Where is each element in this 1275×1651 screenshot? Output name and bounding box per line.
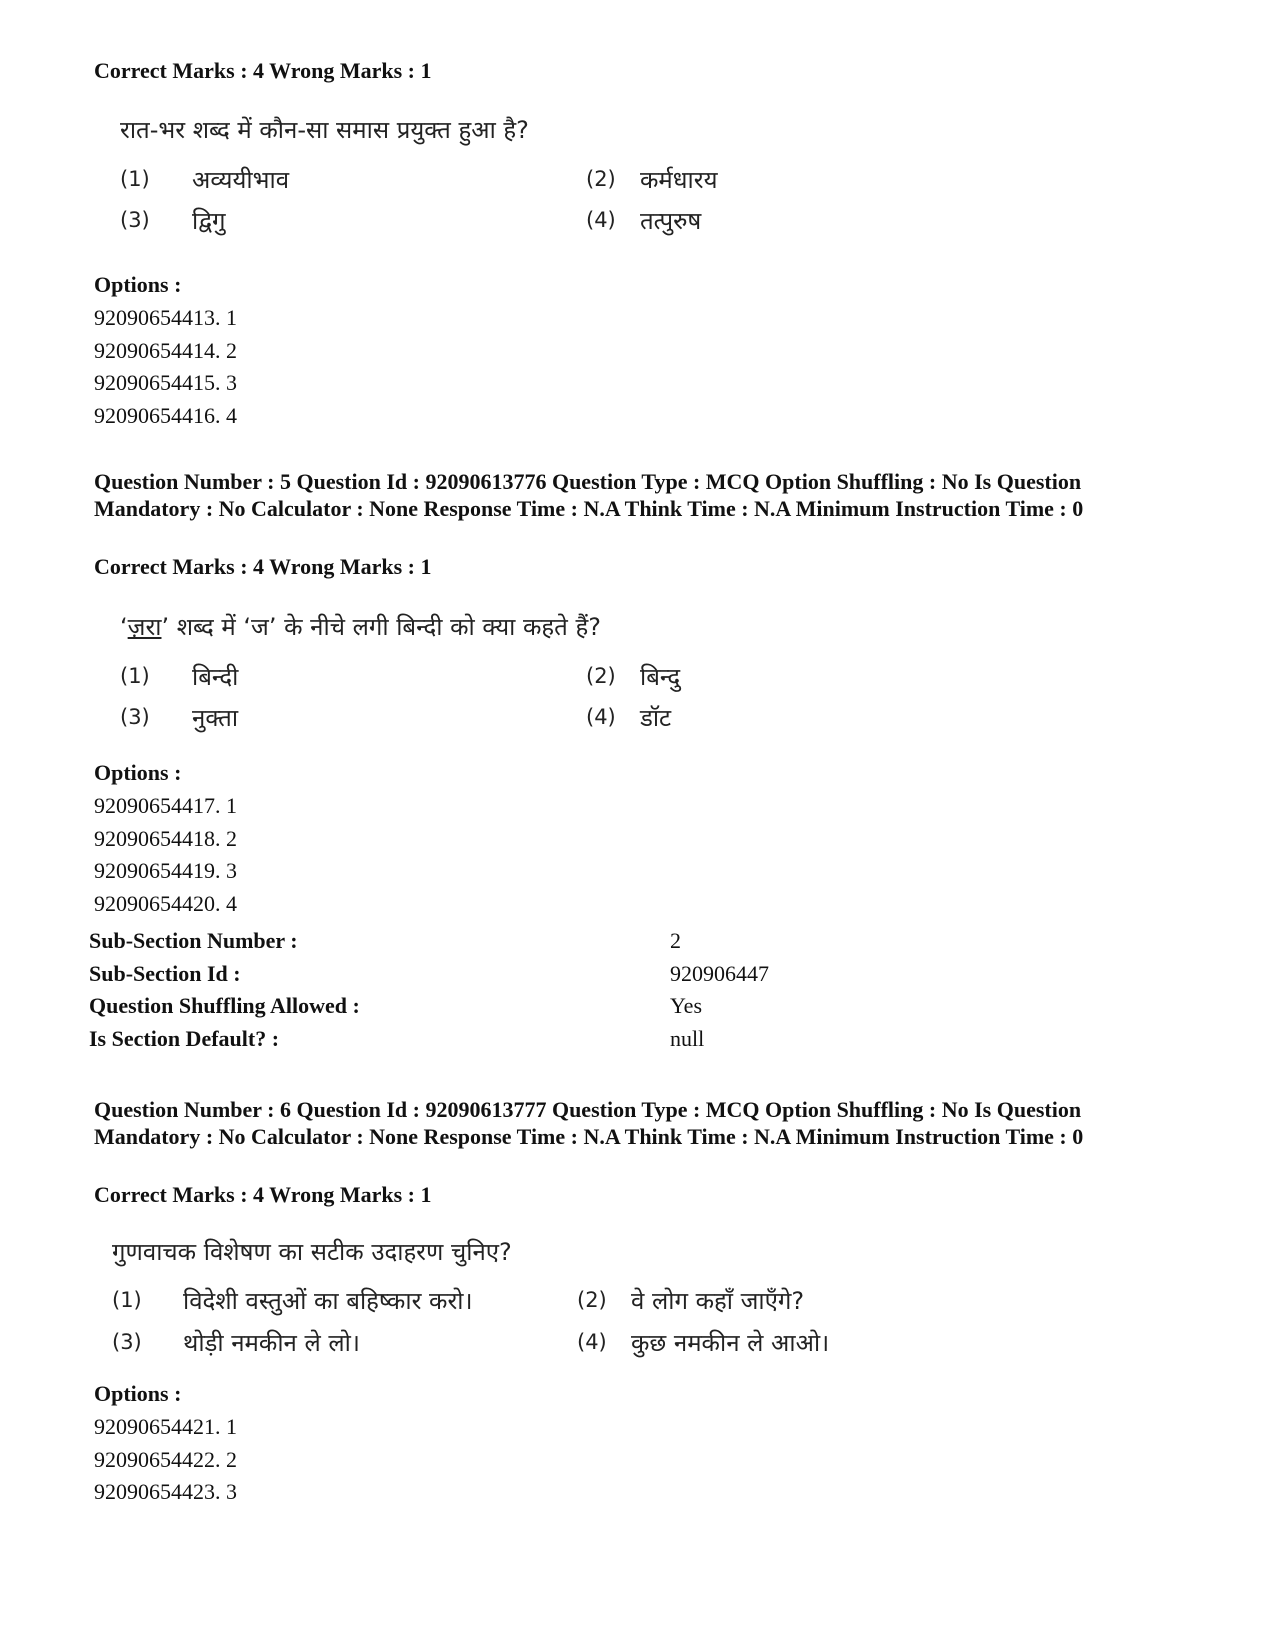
choice-number: (2): [577, 1288, 607, 1312]
option-id-line: 92090654420. 4: [94, 890, 237, 916]
choice-text: बिन्दी: [192, 663, 239, 691]
marks-line: Correct Marks : 4 Wrong Marks : 1: [94, 554, 432, 579]
question-text: गुणवाचक विशेषण का सटीक उदाहरण चुनिए?: [112, 1238, 512, 1266]
choice-number: (1): [120, 167, 150, 191]
choice-number: (2): [586, 167, 616, 191]
marks-line: Correct Marks : 4 Wrong Marks : 1: [94, 1182, 432, 1207]
quote-open: ‘: [120, 613, 128, 641]
choice-text: थोड़ी नमकीन ले लो।: [183, 1329, 360, 1357]
subsection-table: [89, 928, 889, 1059]
subsection-label: Sub-Section Id :: [89, 960, 241, 986]
choice-number: (1): [120, 664, 150, 688]
question-rest: ’ शब्द में ‘ज’ के नीचे लगी बिन्दी को क्या कहते हैं?: [161, 613, 601, 641]
option-id-line: 92090654415. 3: [94, 370, 237, 395]
subsection-row: [89, 1026, 889, 1059]
choice-text: तत्पुरुष: [640, 207, 702, 235]
subsection-label: Sub-Section Number :: [89, 928, 298, 953]
choice-text: वे लोग कहाँ जाएँगे?: [631, 1287, 805, 1315]
choice-text: बिन्दु: [640, 663, 681, 691]
choice-text: द्विगु: [192, 207, 226, 235]
choice-number: (4): [577, 1330, 607, 1354]
choice-number: (3): [112, 1330, 142, 1354]
subsection-label: Question Shuffling Allowed :: [89, 993, 360, 1019]
choice-text: विदेशी वस्तुओं का बहिष्कार करो।: [183, 1287, 473, 1315]
choice-text: अव्ययीभाव: [192, 166, 290, 194]
choice-text: कुछ नमकीन ले आओ।: [631, 1329, 830, 1357]
choice-number: (4): [586, 705, 616, 729]
options-list: [94, 1411, 237, 1509]
choice-number: (4): [586, 208, 616, 232]
option-id-line: 92090654423. 3: [94, 1479, 237, 1504]
options-heading: Options :: [94, 272, 182, 297]
subsection-value: 2: [670, 928, 681, 953]
option-id-line: 92090654419. 3: [94, 858, 237, 883]
choice-text: डॉट: [640, 704, 672, 732]
choice-number: (3): [120, 705, 150, 729]
choice-text: नुक्ता: [192, 704, 239, 732]
subsection-value: null: [670, 1026, 705, 1052]
subsection-label: Is Section Default? :: [89, 1026, 280, 1052]
option-id-line: 92090654417. 1: [94, 793, 237, 818]
option-id-line: 92090654413. 1: [94, 305, 237, 330]
highlighted-word: ज़रा: [127, 613, 162, 641]
option-id-line: 92090654421. 1: [94, 1414, 237, 1439]
subsection-row: [89, 961, 889, 994]
subsection-value: 920906447: [670, 960, 769, 986]
option-id-line: 92090654416. 4: [94, 402, 237, 428]
choice-number: (3): [120, 208, 150, 232]
subsection-row: [89, 928, 889, 961]
option-id-line: 92090654414. 2: [94, 337, 237, 363]
question-text: [120, 610, 601, 643]
options-list: [94, 302, 237, 432]
options-heading: Options :: [94, 1381, 182, 1406]
question-text: रात-भर शब्द में कौन-सा समास प्रयुक्त हुआ है?: [120, 116, 529, 144]
option-id-line: 92090654418. 2: [94, 825, 237, 851]
marks-line: Correct Marks : 4 Wrong Marks : 1: [94, 58, 432, 83]
choice-text: कर्मधारय: [640, 166, 718, 194]
options-list: [94, 790, 237, 920]
subsection-value: Yes: [670, 993, 703, 1019]
question-meta: Question Number : 6 Question Id : 92090613777 Question Type : MCQ Option Shuffling : No Is Question Mandatory : No Calculator : None Response Time : N.A Think Time : N.A Minimum Instruction Time : 0: [94, 1097, 1084, 1149]
choice-number: (2): [586, 664, 616, 688]
choice-number: (1): [112, 1288, 142, 1312]
option-id-line: 92090654422. 2: [94, 1446, 237, 1472]
subsection-row: [89, 993, 889, 1026]
options-heading: Options :: [94, 760, 182, 785]
question-meta: Question Number : 5 Question Id : 92090613776 Question Type : MCQ Option Shuffling : No Is Question Mandatory : No Calculator : None Response Time : N.A Think Time : N.A Minimum Instruction Time : 0: [94, 469, 1084, 521]
